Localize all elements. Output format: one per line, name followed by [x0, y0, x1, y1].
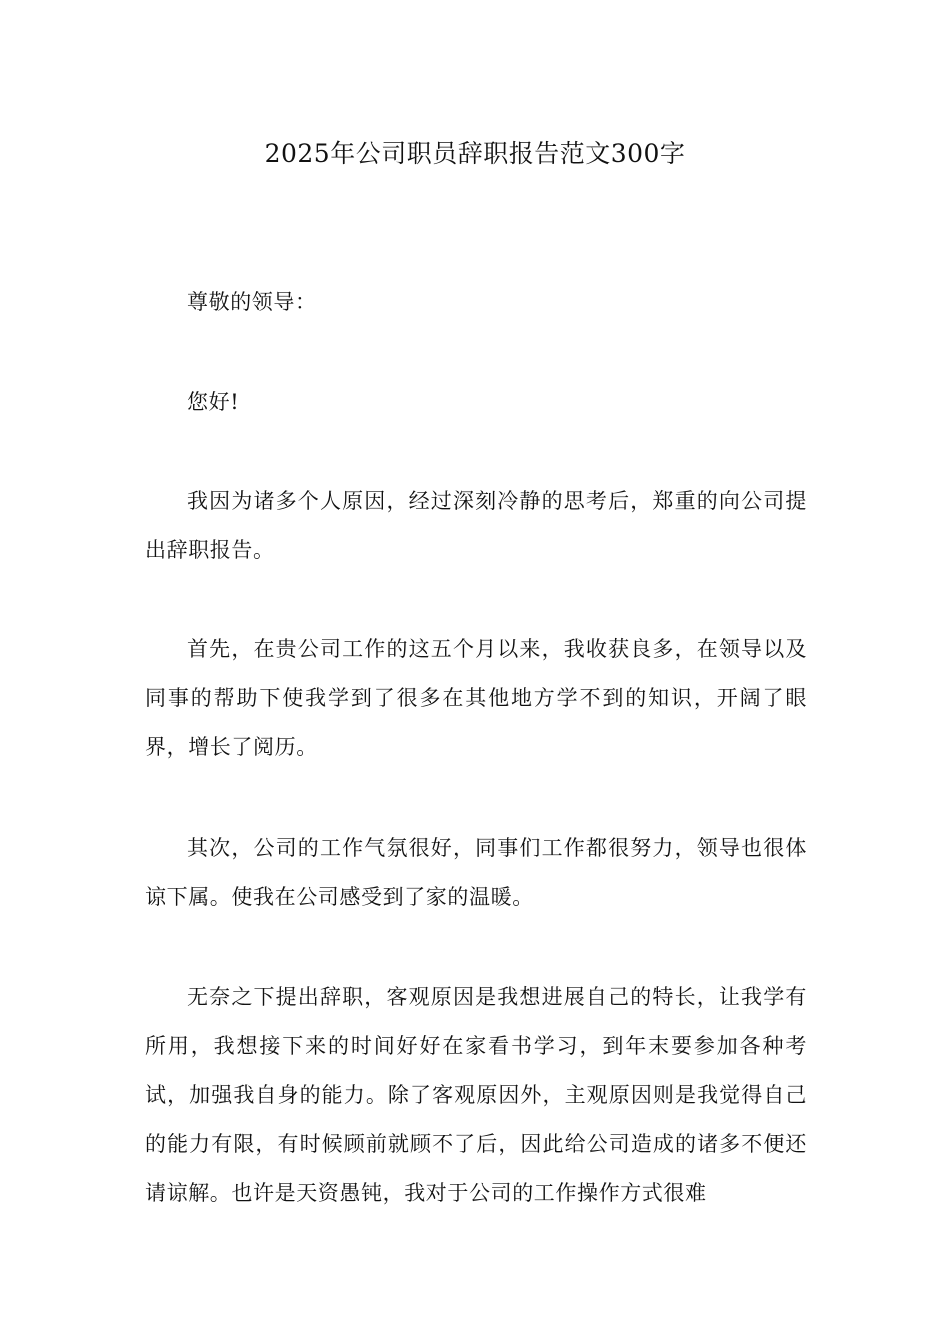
greeting: 您好!	[187, 390, 240, 414]
paragraph-resignation: 无奈之下提出辞职，客观原因是我想进展自己的特长，让我学有所用，我想接下来的时间好好在家看书学习，到年末要参加各种考试，加强我自身的能力。除了客观原因外，主观原因则是我觉得自己的能力有限，有时候顾前就顾不了后，因此给公司造成的诸多不便还请谅解。也许是天资愚钝，我对于公司的工作操作方式很难	[145, 985, 807, 1205]
paragraph-second: 其次，公司的工作气氛很好，同事们工作都很努力，领导也很体谅下属。使我在公司感受到了家的温暖。	[145, 836, 807, 909]
paragraph-reason: 我因为诸多个人原因，经过深刻冷静的思考后，郑重的向公司提出辞职报告。	[145, 489, 807, 562]
paragraph-first: 首先，在贵公司工作的这五个月以来，我收获良多，在领导以及同事的帮助下使我学到了很多在其他地方学不到的知识，开阔了眼界，增长了阅历。	[145, 637, 807, 759]
salutation: 尊敬的领导：	[187, 290, 317, 314]
document-title: 2025年公司职员辞职报告范文300字	[264, 139, 686, 168]
